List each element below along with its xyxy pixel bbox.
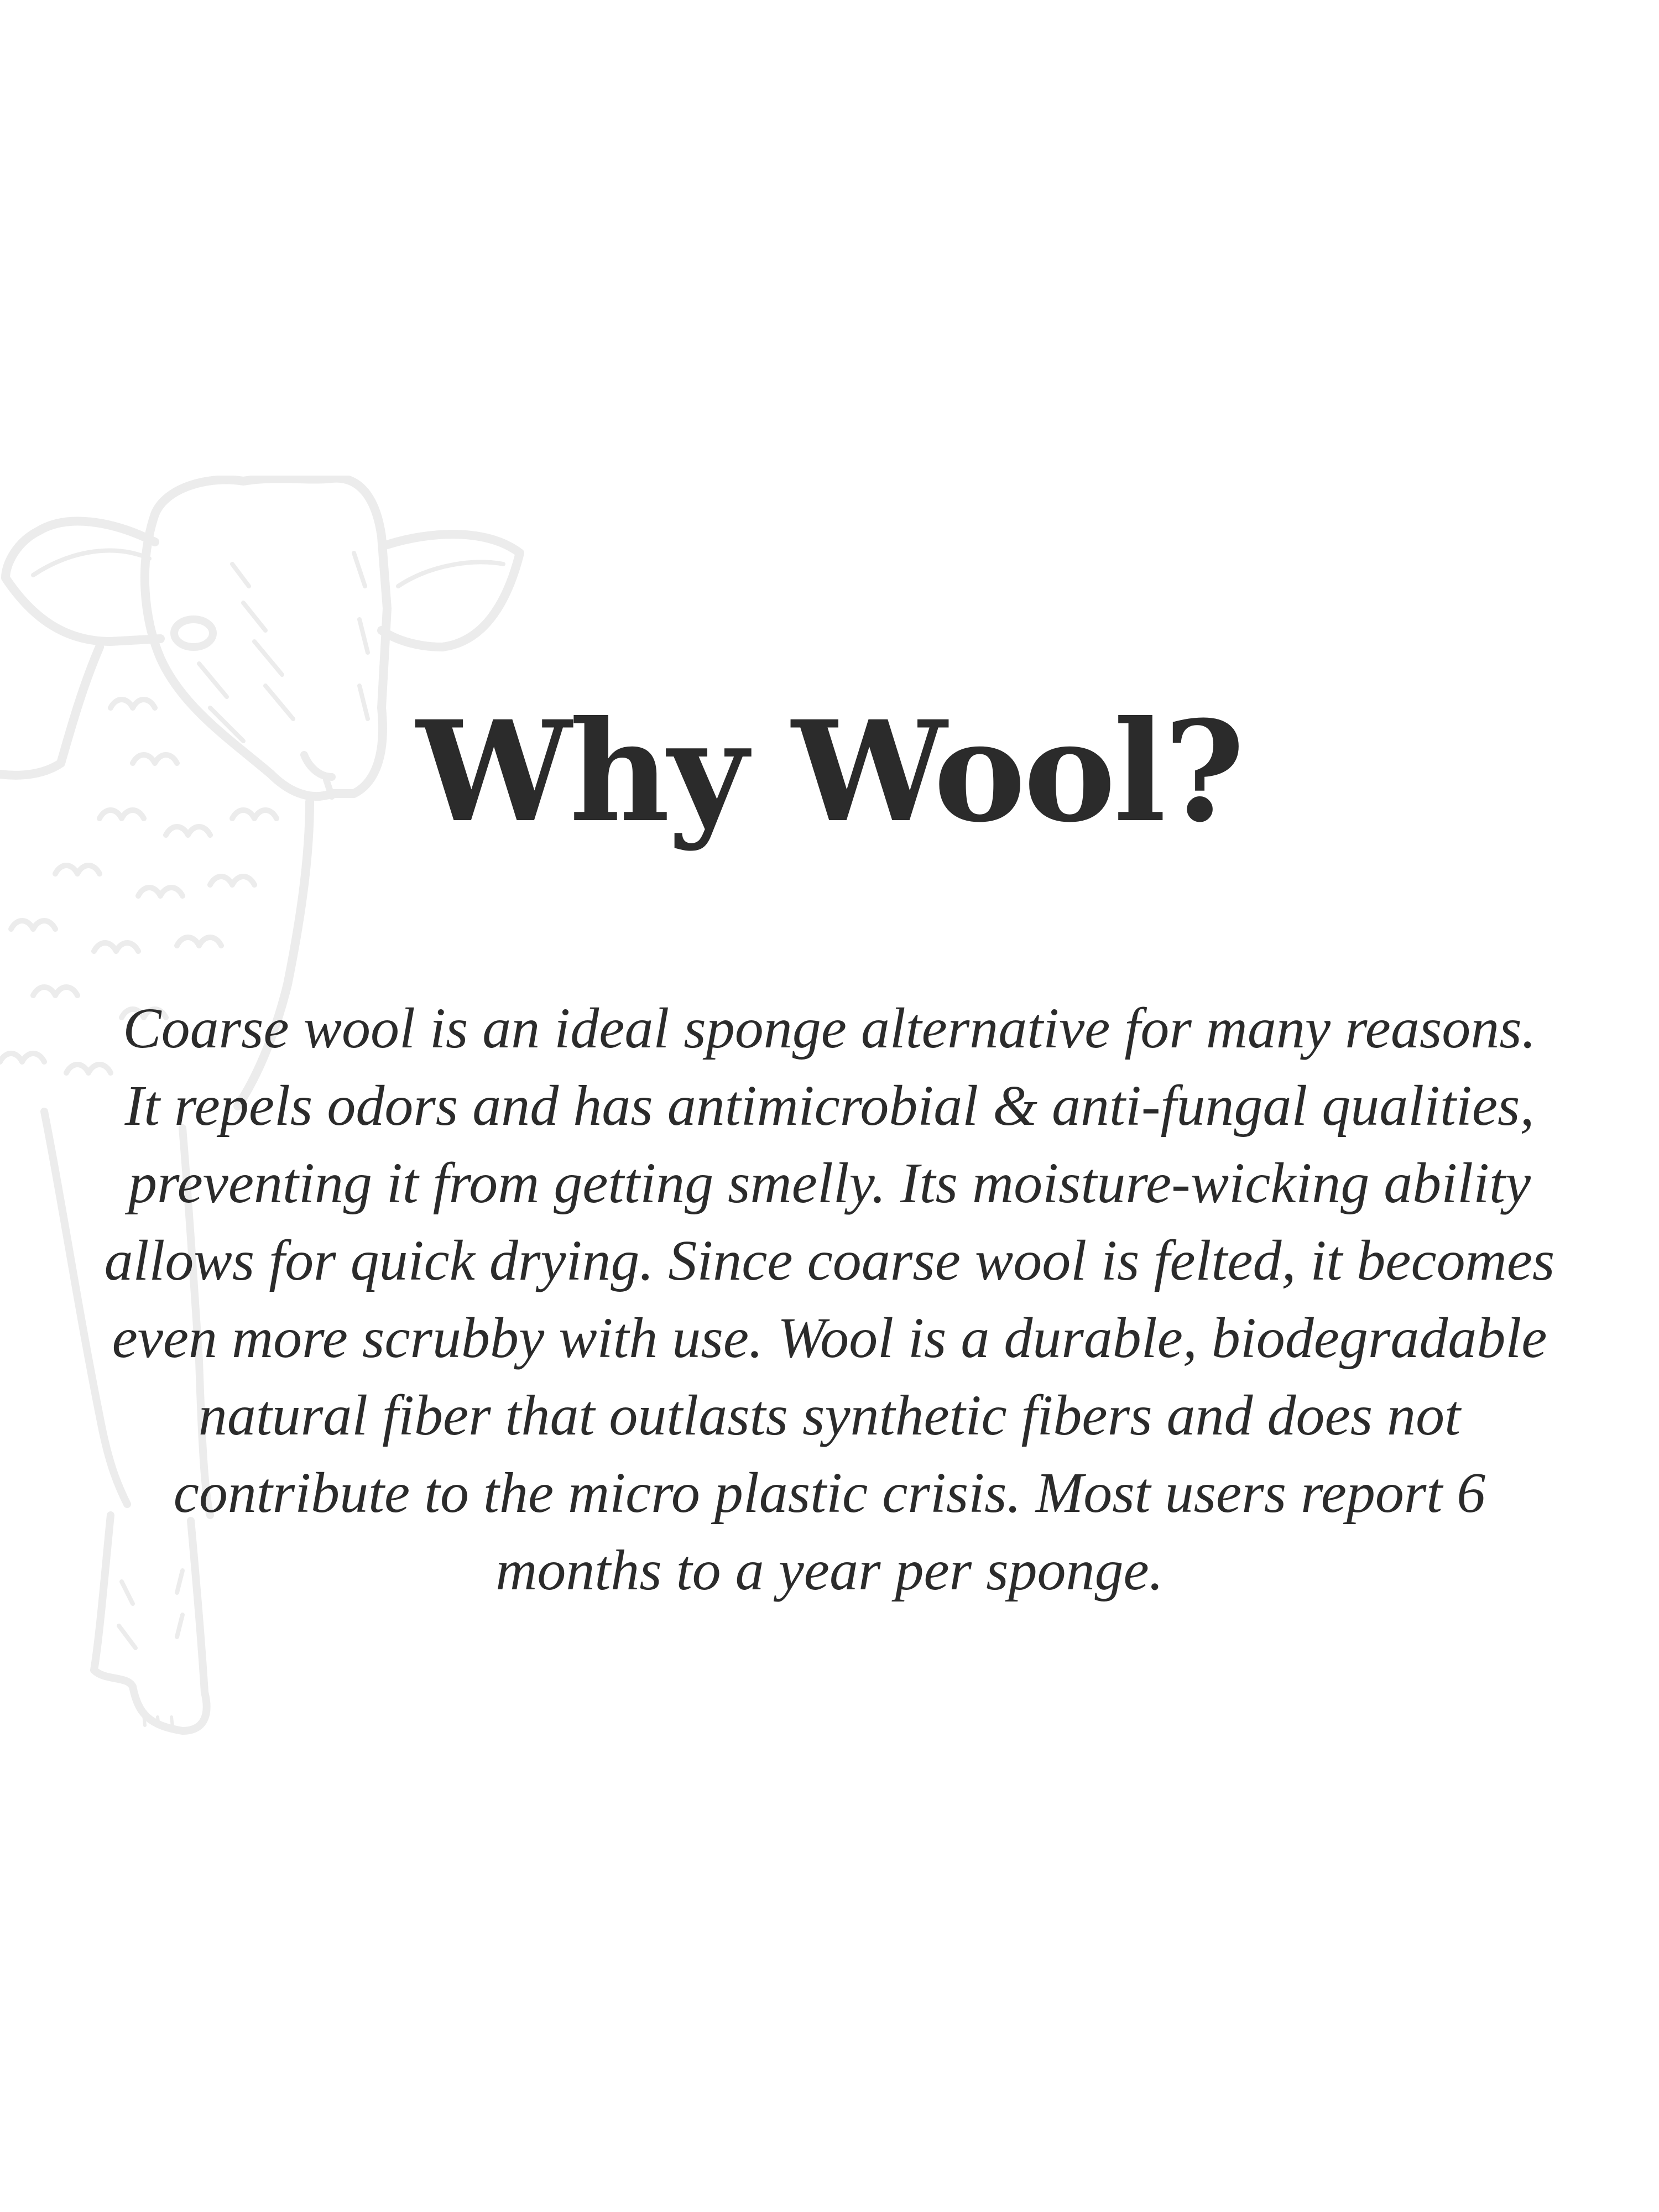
description-paragraph (83, 990, 1576, 1609)
paragraph-line: months to a year per sponge. (495, 1538, 1164, 1602)
paragraph-line: allows for quick drying. Since coarse wool is felted, it becomes (104, 1229, 1555, 1292)
paragraph-line: natural fiber that outlasts synthetic fibers and does not (198, 1384, 1461, 1447)
paragraph-line: Coarse wool is an ideal sponge alternative for many reasons. (123, 997, 1536, 1060)
paragraph-line: contribute to the micro plastic crisis. Most users report 6 (173, 1461, 1486, 1525)
paragraph-line: preventing it from getting smelly. Its moisture-wicking ability (128, 1151, 1531, 1215)
paragraph-line: even more scrubby with use. Wool is a durable, biodegradable (112, 1306, 1547, 1370)
page-title: Why Wool? (416, 690, 1243, 853)
paragraph-line: It repels odors and has antimicrobial & anti-fungal qualities, (124, 1074, 1535, 1138)
